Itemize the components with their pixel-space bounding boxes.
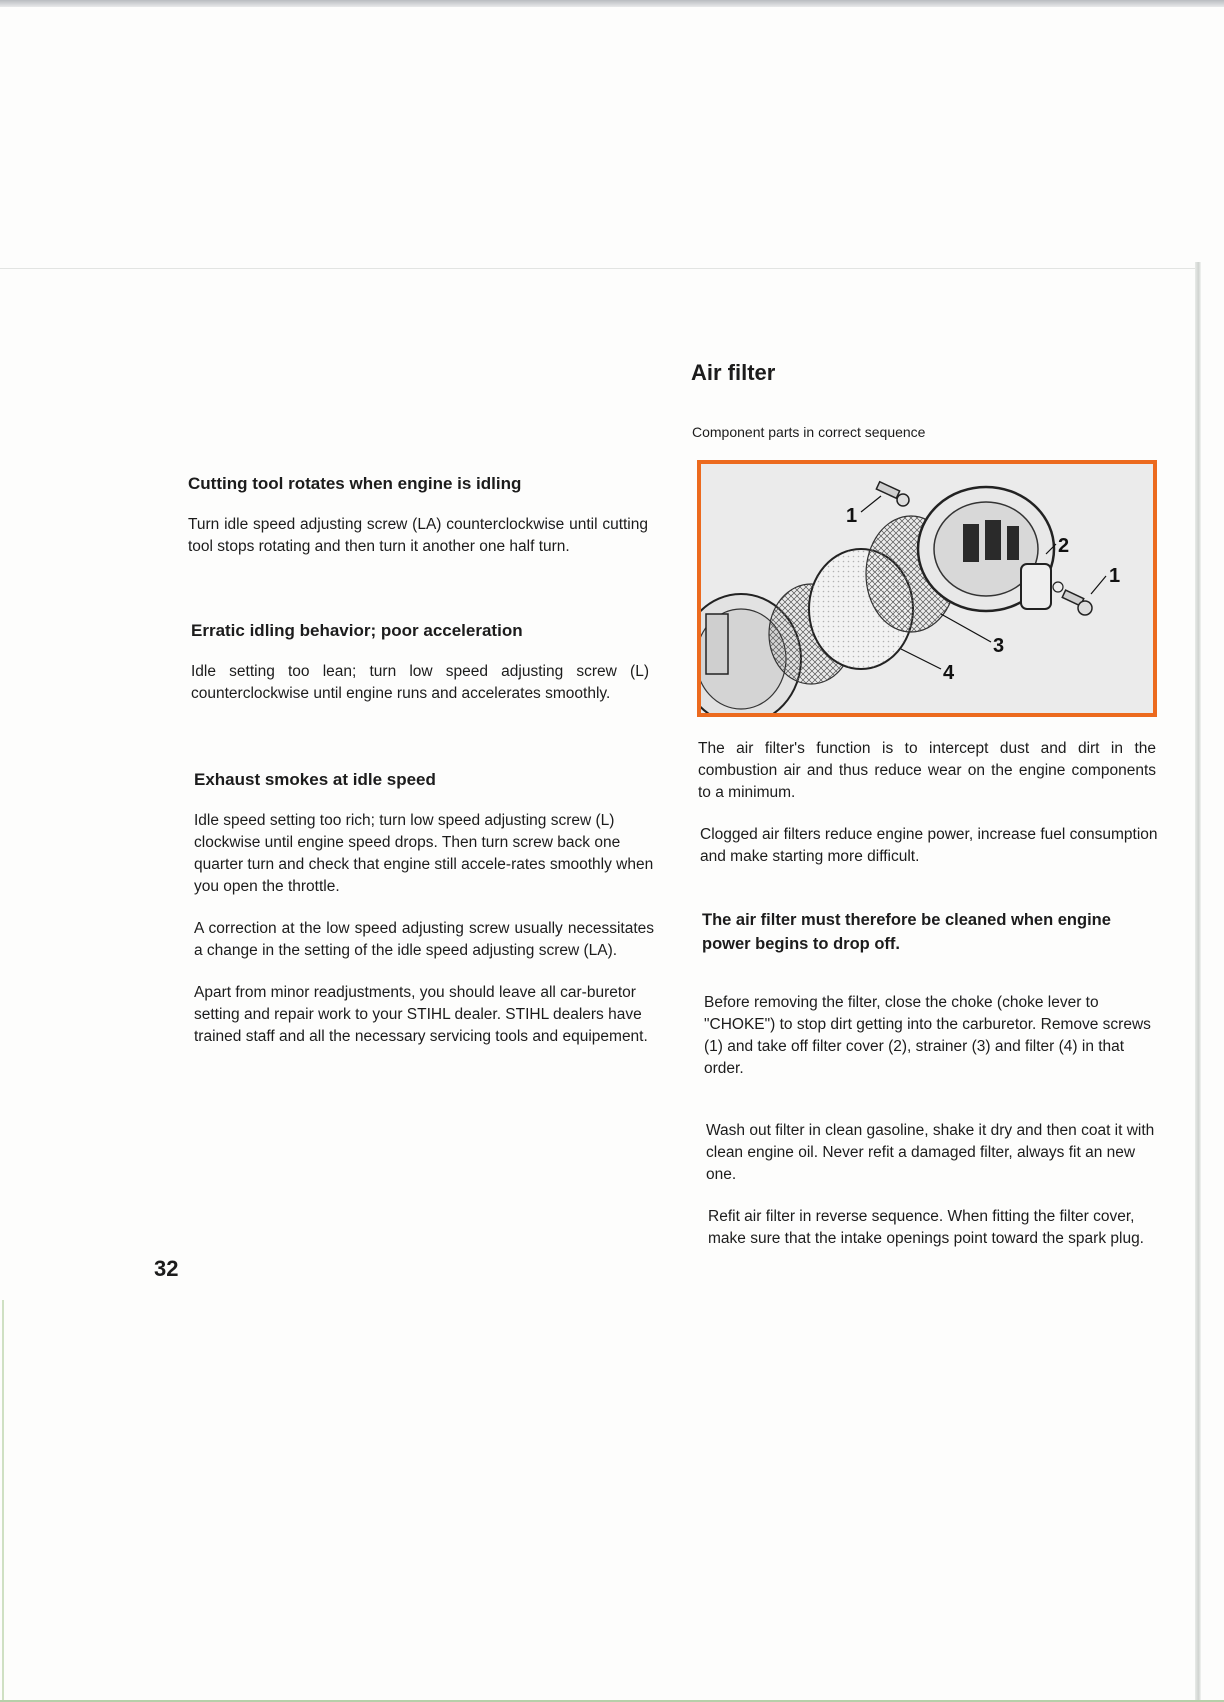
leader-line — [1091, 576, 1106, 594]
removal-paragraph: Before removing the filter, close the choke (choke lever to "CHOKE") to stop dirt getting into the carburetor. Remove screws (1) and take off filter cover (2), strainer (3) and filter (4) in that order. — [704, 994, 1151, 1077]
section-heading: Exhaust smokes at idle speed — [194, 770, 436, 789]
exploded-view-illustration — [701, 464, 1153, 713]
washing-paragraph: Wash out filter in clean gasoline, shake it dry and then coat it with clean engine oil. Never refit a damaged filter, always fit an new one. — [706, 1122, 1155, 1183]
section-heading: Erratic idling behavior; poor acceleration — [191, 621, 523, 640]
page-title: Air filter — [691, 360, 776, 385]
callout-1-right: 1 — [1109, 565, 1121, 587]
section-paragraph: Idle speed setting too rich; turn low speed adjusting screw (L) clockwise until engine speed drops. Then turn screw back one quarter turn and check that engine still accele-rates smoothly when you open the throttle. — [194, 812, 654, 895]
section-heading: Cutting tool rotates when engine is idling — [188, 474, 522, 493]
cleaning-warning: The air filter must therefore be cleaned when engine power begins to drop off. — [702, 911, 1111, 953]
section-paragraph: A correction at the low speed adjusting screw usually necessitates a change in the setting of the idle speed adjusting screw (LA). — [194, 920, 654, 959]
section-paragraph: Turn idle speed adjusting screw (LA) counterclockwise until cutting tool stops rotating and then turn it another one half turn. — [188, 516, 648, 555]
clogged-paragraph: Clogged air filters reduce engine power, increase fuel consumption and make starting more difficult. — [700, 826, 1158, 865]
section-erratic-idling — [191, 621, 649, 705]
screw-top — [876, 482, 909, 506]
leader-line — [941, 614, 991, 642]
refit-paragraph: Refit air filter in reverse sequence. When fitting the filter cover, make sure that the intake openings point toward the spark plug. — [708, 1208, 1144, 1247]
callout-2: 2 — [1058, 535, 1070, 557]
section-paragraph: Apart from minor readjustments, you should leave all car-buretor setting and repair work to your STIHL dealer. STIHL dealers have trained staff and all the necessary servicing tools and equipement. — [194, 984, 648, 1045]
page-number: 32 — [154, 1256, 179, 1281]
screw-right — [1053, 582, 1092, 615]
section-paragraph: Idle setting too lean; turn low speed adjusting screw (L) counterclockwise until engine runs and accelerates smoothly. — [191, 663, 649, 702]
figure-caption: Component parts in correct sequence — [692, 424, 926, 440]
callout-1-top: 1 — [846, 505, 858, 527]
section-idle-rotation — [188, 474, 648, 558]
leader-line — [861, 496, 881, 512]
callout-3: 3 — [993, 635, 1005, 657]
scan-top-edge — [0, 0, 1224, 7]
callout-4: 4 — [943, 662, 955, 684]
function-paragraph: The air filter's function is to intercept dust and dirt in the combustion air and thus reduce wear on the engine components to a minimum. — [698, 740, 1156, 801]
section-exhaust-smokes — [194, 770, 654, 1048]
page-top-edge — [0, 268, 1200, 269]
page-right-edge — [1195, 262, 1201, 1702]
leader-line — [901, 649, 941, 669]
air-filter-diagram — [697, 460, 1157, 717]
page-left-edge — [2, 1300, 4, 1700]
filter-cover — [918, 487, 1054, 611]
